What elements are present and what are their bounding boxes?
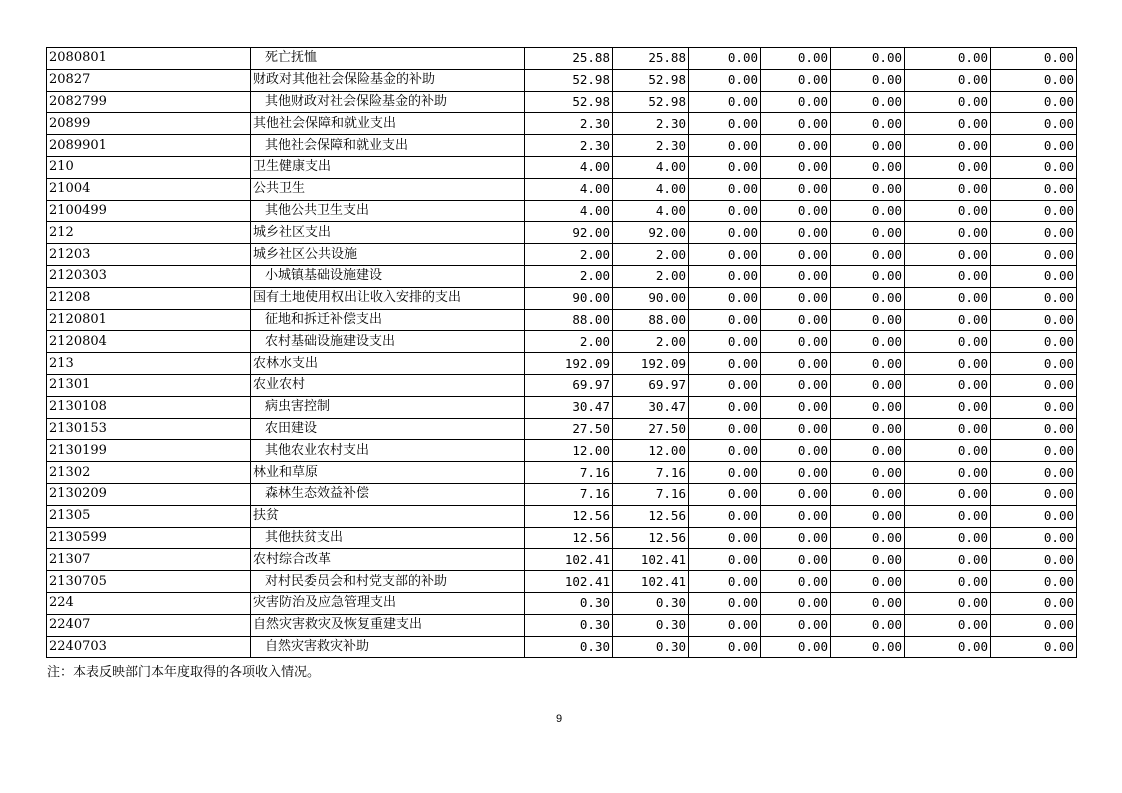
amount-cell: 27.50 — [525, 418, 613, 440]
amount-cell: 0.00 — [761, 549, 831, 571]
amount-cell: 0.00 — [761, 418, 831, 440]
amount-cell: 0.00 — [761, 178, 831, 200]
amount-cell: 0.00 — [831, 571, 905, 593]
subject-name-cell: 其他公共卫生支出 — [251, 200, 525, 222]
amount-cell: 0.00 — [991, 440, 1077, 462]
table-row — [47, 549, 1077, 571]
subject-name-cell: 国有土地使用权出让收入安排的支出 — [251, 287, 525, 309]
subject-code-cell: 212 — [47, 222, 251, 244]
amount-cell: 0.00 — [761, 440, 831, 462]
amount-cell: 0.30 — [525, 614, 613, 636]
amount-cell: 0.00 — [991, 353, 1077, 375]
amount-cell: 92.00 — [613, 222, 689, 244]
amount-cell: 0.00 — [831, 265, 905, 287]
amount-cell: 0.00 — [689, 135, 761, 157]
amount-cell: 0.00 — [905, 483, 991, 505]
amount-cell: 0.00 — [905, 505, 991, 527]
amount-cell: 0.00 — [991, 91, 1077, 113]
amount-cell: 0.00 — [831, 309, 905, 331]
subject-code-cell: 2080801 — [47, 48, 251, 70]
amount-cell: 0.00 — [991, 113, 1077, 135]
amount-cell: 2.30 — [613, 113, 689, 135]
amount-cell: 0.00 — [689, 374, 761, 396]
subject-name-cell: 自然灾害救灾补助 — [251, 636, 525, 658]
subject-name-cell: 其他财政对社会保险基金的补助 — [251, 91, 525, 113]
amount-cell: 102.41 — [525, 549, 613, 571]
amount-cell: 0.00 — [991, 69, 1077, 91]
table-row — [47, 571, 1077, 593]
subject-code-cell: 21301 — [47, 374, 251, 396]
amount-cell: 0.00 — [991, 571, 1077, 593]
amount-cell: 90.00 — [525, 287, 613, 309]
subject-code-cell: 21208 — [47, 287, 251, 309]
amount-cell: 0.00 — [831, 592, 905, 614]
amount-cell: 0.00 — [991, 178, 1077, 200]
subject-name-cell: 城乡社区支出 — [251, 222, 525, 244]
amount-cell: 27.50 — [613, 418, 689, 440]
subject-code-cell: 2120303 — [47, 265, 251, 287]
amount-cell: 0.30 — [613, 592, 689, 614]
table-row — [47, 309, 1077, 331]
subject-code-cell: 21305 — [47, 505, 251, 527]
amount-cell: 0.00 — [761, 48, 831, 70]
amount-cell: 0.00 — [905, 571, 991, 593]
amount-cell: 0.30 — [613, 636, 689, 658]
amount-cell: 0.00 — [905, 135, 991, 157]
subject-code-cell: 2120801 — [47, 309, 251, 331]
subject-code-cell: 2130705 — [47, 571, 251, 593]
amount-cell: 7.16 — [613, 462, 689, 484]
subject-code-cell: 2130199 — [47, 440, 251, 462]
amount-cell: 0.00 — [689, 48, 761, 70]
amount-cell: 0.00 — [761, 592, 831, 614]
amount-cell: 25.88 — [525, 48, 613, 70]
amount-cell: 0.00 — [991, 48, 1077, 70]
amount-cell: 0.00 — [761, 222, 831, 244]
amount-cell: 0.30 — [525, 636, 613, 658]
amount-cell: 0.00 — [761, 396, 831, 418]
amount-cell: 0.00 — [991, 592, 1077, 614]
amount-cell: 0.00 — [761, 265, 831, 287]
amount-cell: 0.00 — [831, 200, 905, 222]
table-row — [47, 483, 1077, 505]
table-row — [47, 636, 1077, 658]
table-row — [47, 505, 1077, 527]
amount-cell: 0.00 — [905, 200, 991, 222]
amount-cell: 88.00 — [613, 309, 689, 331]
table-row — [47, 287, 1077, 309]
amount-cell: 0.00 — [991, 462, 1077, 484]
amount-cell: 0.00 — [905, 462, 991, 484]
table-row — [47, 440, 1077, 462]
amount-cell: 0.00 — [761, 331, 831, 353]
amount-cell: 0.00 — [905, 418, 991, 440]
amount-cell: 0.00 — [761, 462, 831, 484]
amount-cell: 0.00 — [831, 91, 905, 113]
amount-cell: 0.30 — [613, 614, 689, 636]
amount-cell: 0.00 — [831, 636, 905, 658]
table-row — [47, 353, 1077, 375]
subject-name-cell: 小城镇基础设施建设 — [251, 265, 525, 287]
subject-code-cell: 2130599 — [47, 527, 251, 549]
amount-cell: 2.00 — [613, 331, 689, 353]
amount-cell: 0.00 — [831, 418, 905, 440]
amount-cell: 12.56 — [613, 505, 689, 527]
amount-cell: 0.00 — [761, 91, 831, 113]
amount-cell: 0.00 — [831, 462, 905, 484]
amount-cell: 0.00 — [689, 91, 761, 113]
subject-code-cell: 22407 — [47, 614, 251, 636]
subject-name-cell: 自然灾害救灾及恢复重建支出 — [251, 614, 525, 636]
subject-code-cell: 2089901 — [47, 135, 251, 157]
amount-cell: 102.41 — [525, 571, 613, 593]
subject-name-cell: 财政对其他社会保险基金的补助 — [251, 69, 525, 91]
subject-code-cell: 2130153 — [47, 418, 251, 440]
amount-cell: 0.00 — [761, 113, 831, 135]
amount-cell: 0.00 — [689, 244, 761, 266]
amount-cell: 0.00 — [689, 309, 761, 331]
amount-cell: 0.00 — [761, 309, 831, 331]
amount-cell: 0.00 — [991, 309, 1077, 331]
amount-cell: 0.00 — [761, 374, 831, 396]
amount-cell: 0.00 — [831, 113, 905, 135]
amount-cell: 0.00 — [689, 353, 761, 375]
amount-cell: 0.00 — [831, 222, 905, 244]
amount-cell: 0.00 — [689, 549, 761, 571]
amount-cell: 0.00 — [905, 309, 991, 331]
amount-cell: 0.00 — [761, 636, 831, 658]
amount-cell: 52.98 — [613, 69, 689, 91]
table-row — [47, 418, 1077, 440]
amount-cell: 0.00 — [831, 374, 905, 396]
amount-cell: 0.00 — [761, 483, 831, 505]
subject-name-cell: 公共卫生 — [251, 178, 525, 200]
amount-cell: 0.00 — [905, 178, 991, 200]
amount-cell: 0.00 — [991, 636, 1077, 658]
amount-cell: 102.41 — [613, 571, 689, 593]
subject-code-cell: 213 — [47, 353, 251, 375]
subject-name-cell: 森林生态效益补偿 — [251, 483, 525, 505]
amount-cell: 0.00 — [905, 69, 991, 91]
amount-cell: 0.00 — [689, 527, 761, 549]
subject-name-cell: 其他社会保障和就业支出 — [251, 135, 525, 157]
table-row — [47, 614, 1077, 636]
amount-cell: 12.56 — [525, 505, 613, 527]
amount-cell: 102.41 — [613, 549, 689, 571]
amount-cell: 2.30 — [525, 135, 613, 157]
subject-code-cell: 224 — [47, 592, 251, 614]
amount-cell: 0.00 — [761, 200, 831, 222]
amount-cell: 69.97 — [525, 374, 613, 396]
amount-cell: 0.00 — [689, 592, 761, 614]
subject-name-cell: 城乡社区公共设施 — [251, 244, 525, 266]
amount-cell: 0.00 — [991, 549, 1077, 571]
subject-code-cell: 2120804 — [47, 331, 251, 353]
subject-name-cell: 农村综合改革 — [251, 549, 525, 571]
amount-cell: 0.00 — [689, 331, 761, 353]
amount-cell: 30.47 — [525, 396, 613, 418]
amount-cell: 2.00 — [525, 265, 613, 287]
table-row — [47, 156, 1077, 178]
amount-cell: 0.00 — [831, 353, 905, 375]
amount-cell: 0.00 — [761, 287, 831, 309]
amount-cell: 0.00 — [905, 48, 991, 70]
amount-cell: 0.00 — [831, 549, 905, 571]
amount-cell: 0.00 — [905, 287, 991, 309]
amount-cell: 0.00 — [831, 244, 905, 266]
amount-cell: 0.00 — [905, 156, 991, 178]
page-number: 9 — [556, 713, 563, 725]
amount-cell: 0.00 — [905, 614, 991, 636]
amount-cell: 7.16 — [525, 483, 613, 505]
subject-name-cell: 林业和草原 — [251, 462, 525, 484]
subject-code-cell: 21004 — [47, 178, 251, 200]
amount-cell: 0.00 — [831, 69, 905, 91]
amount-cell: 0.00 — [761, 353, 831, 375]
subject-name-cell: 扶贫 — [251, 505, 525, 527]
amount-cell: 0.00 — [905, 265, 991, 287]
amount-cell: 12.56 — [613, 527, 689, 549]
amount-cell: 0.00 — [905, 549, 991, 571]
amount-cell: 0.00 — [689, 265, 761, 287]
table-body — [47, 48, 1077, 658]
amount-cell: 88.00 — [525, 309, 613, 331]
amount-cell: 90.00 — [613, 287, 689, 309]
amount-cell: 0.00 — [689, 614, 761, 636]
amount-cell: 0.00 — [991, 287, 1077, 309]
amount-cell: 0.00 — [761, 527, 831, 549]
subject-name-cell: 农村基础设施建设支出 — [251, 331, 525, 353]
amount-cell: 0.00 — [991, 374, 1077, 396]
amount-cell: 69.97 — [613, 374, 689, 396]
subject-code-cell: 2100499 — [47, 200, 251, 222]
amount-cell: 0.00 — [991, 331, 1077, 353]
amount-cell: 0.00 — [689, 69, 761, 91]
amount-cell: 0.00 — [689, 418, 761, 440]
subject-name-cell: 农田建设 — [251, 418, 525, 440]
subject-code-cell: 21203 — [47, 244, 251, 266]
amount-cell: 0.00 — [831, 178, 905, 200]
amount-cell: 0.00 — [905, 396, 991, 418]
subject-name-cell: 其他扶贫支出 — [251, 527, 525, 549]
amount-cell: 0.00 — [831, 483, 905, 505]
subject-name-cell: 病虫害控制 — [251, 396, 525, 418]
amount-cell: 0.00 — [689, 505, 761, 527]
amount-cell: 0.00 — [905, 374, 991, 396]
amount-cell: 192.09 — [525, 353, 613, 375]
amount-cell: 0.00 — [991, 156, 1077, 178]
amount-cell: 0.00 — [991, 222, 1077, 244]
amount-cell: 0.00 — [689, 396, 761, 418]
subject-code-cell: 21302 — [47, 462, 251, 484]
amount-cell: 0.00 — [689, 287, 761, 309]
table-row — [47, 48, 1077, 70]
amount-cell: 0.00 — [905, 527, 991, 549]
table-footnote: 注：本表反映部门本年度取得的各项收入情况。 — [47, 665, 321, 680]
subject-code-cell: 2130108 — [47, 396, 251, 418]
amount-cell: 0.00 — [991, 200, 1077, 222]
amount-cell: 52.98 — [525, 91, 613, 113]
amount-cell: 25.88 — [613, 48, 689, 70]
subject-name-cell: 征地和拆迁补偿支出 — [251, 309, 525, 331]
amount-cell: 2.00 — [525, 244, 613, 266]
amount-cell: 0.00 — [905, 244, 991, 266]
table-row — [47, 69, 1077, 91]
table-row — [47, 113, 1077, 135]
amount-cell: 0.00 — [761, 135, 831, 157]
amount-cell: 0.00 — [761, 505, 831, 527]
subject-name-cell: 其他社会保障和就业支出 — [251, 113, 525, 135]
amount-cell: 0.00 — [689, 178, 761, 200]
amount-cell: 0.00 — [991, 483, 1077, 505]
amount-cell: 0.00 — [905, 636, 991, 658]
subject-name-cell: 其他农业农村支出 — [251, 440, 525, 462]
table-row — [47, 265, 1077, 287]
subject-code-cell: 2082799 — [47, 91, 251, 113]
subject-name-cell: 卫生健康支出 — [251, 156, 525, 178]
table-row — [47, 135, 1077, 157]
amount-cell: 0.00 — [689, 222, 761, 244]
amount-cell: 0.00 — [991, 396, 1077, 418]
amount-cell: 0.30 — [525, 592, 613, 614]
amount-cell: 0.00 — [689, 156, 761, 178]
subject-code-cell: 20899 — [47, 113, 251, 135]
table-row — [47, 396, 1077, 418]
amount-cell: 192.09 — [613, 353, 689, 375]
amount-cell: 0.00 — [831, 505, 905, 527]
amount-cell: 0.00 — [905, 91, 991, 113]
amount-cell: 92.00 — [525, 222, 613, 244]
amount-cell: 0.00 — [831, 135, 905, 157]
amount-cell: 2.30 — [525, 113, 613, 135]
subject-name-cell: 对村民委员会和村党支部的补助 — [251, 571, 525, 593]
amount-cell: 4.00 — [525, 178, 613, 200]
amount-cell: 0.00 — [689, 462, 761, 484]
amount-cell: 30.47 — [613, 396, 689, 418]
amount-cell: 0.00 — [991, 527, 1077, 549]
amount-cell: 0.00 — [831, 156, 905, 178]
amount-cell: 2.00 — [613, 265, 689, 287]
amount-cell: 0.00 — [761, 69, 831, 91]
subject-code-cell: 2240703 — [47, 636, 251, 658]
subject-code-cell: 21307 — [47, 549, 251, 571]
amount-cell: 7.16 — [613, 483, 689, 505]
amount-cell: 0.00 — [689, 571, 761, 593]
amount-cell: 12.00 — [525, 440, 613, 462]
amount-cell: 0.00 — [991, 614, 1077, 636]
table-row — [47, 592, 1077, 614]
amount-cell: 4.00 — [525, 156, 613, 178]
table-row — [47, 178, 1077, 200]
amount-cell: 2.30 — [613, 135, 689, 157]
amount-cell: 0.00 — [689, 483, 761, 505]
amount-cell: 0.00 — [905, 222, 991, 244]
amount-cell: 0.00 — [831, 614, 905, 636]
amount-cell: 0.00 — [831, 527, 905, 549]
amount-cell: 0.00 — [761, 156, 831, 178]
amount-cell: 12.00 — [613, 440, 689, 462]
table-row — [47, 527, 1077, 549]
amount-cell: 0.00 — [905, 353, 991, 375]
amount-cell: 0.00 — [905, 592, 991, 614]
subject-name-cell: 死亡抚恤 — [251, 48, 525, 70]
income-table — [46, 47, 1077, 658]
amount-cell: 0.00 — [831, 331, 905, 353]
amount-cell: 52.98 — [525, 69, 613, 91]
subject-name-cell: 农业农村 — [251, 374, 525, 396]
amount-cell: 0.00 — [761, 614, 831, 636]
table-row — [47, 200, 1077, 222]
amount-cell: 0.00 — [991, 265, 1077, 287]
amount-cell: 0.00 — [991, 135, 1077, 157]
amount-cell: 0.00 — [991, 505, 1077, 527]
table-row — [47, 91, 1077, 113]
amount-cell: 2.00 — [525, 331, 613, 353]
subject-name-cell: 农林水支出 — [251, 353, 525, 375]
amount-cell: 2.00 — [613, 244, 689, 266]
amount-cell: 0.00 — [905, 331, 991, 353]
amount-cell: 7.16 — [525, 462, 613, 484]
amount-cell: 4.00 — [613, 156, 689, 178]
amount-cell: 0.00 — [905, 113, 991, 135]
table-row — [47, 244, 1077, 266]
subject-name-cell: 灾害防治及应急管理支出 — [251, 592, 525, 614]
amount-cell: 0.00 — [905, 440, 991, 462]
subject-code-cell: 20827 — [47, 69, 251, 91]
amount-cell: 0.00 — [991, 418, 1077, 440]
subject-code-cell: 2130209 — [47, 483, 251, 505]
amount-cell: 0.00 — [689, 636, 761, 658]
amount-cell: 0.00 — [831, 48, 905, 70]
amount-cell: 4.00 — [613, 200, 689, 222]
amount-cell: 0.00 — [689, 113, 761, 135]
amount-cell: 0.00 — [689, 440, 761, 462]
amount-cell: 0.00 — [831, 440, 905, 462]
amount-cell: 0.00 — [761, 244, 831, 266]
subject-code-cell: 210 — [47, 156, 251, 178]
amount-cell: 4.00 — [525, 200, 613, 222]
table-row — [47, 374, 1077, 396]
amount-cell: 0.00 — [689, 200, 761, 222]
amount-cell: 4.00 — [613, 178, 689, 200]
amount-cell: 52.98 — [613, 91, 689, 113]
amount-cell: 0.00 — [831, 396, 905, 418]
amount-cell: 0.00 — [991, 244, 1077, 266]
amount-cell: 0.00 — [831, 287, 905, 309]
table-row — [47, 331, 1077, 353]
amount-cell: 12.56 — [525, 527, 613, 549]
table-row — [47, 222, 1077, 244]
table-row — [47, 462, 1077, 484]
amount-cell: 0.00 — [761, 571, 831, 593]
